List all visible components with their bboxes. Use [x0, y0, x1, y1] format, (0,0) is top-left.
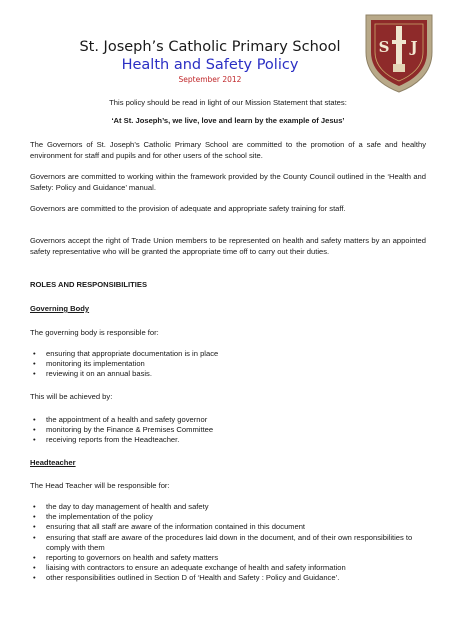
svg-text:S: S: [378, 38, 390, 56]
policy-title: Health and Safety Policy: [121, 57, 299, 73]
achieved-lead: This will be achieved by:: [30, 392, 113, 401]
crest-icon: [363, 12, 435, 94]
achieved-list: [30, 415, 426, 446]
list-item: • the day to day management of health and safety: [33, 502, 209, 511]
paragraph-framework: Governors are committed to working within the framework provided by the County Council outlined in the ‘Health and Safety: Policy and Guidance’ manual.: [30, 172, 426, 192]
list-item: • reporting to governors on health and safety matters: [33, 553, 219, 563]
list-item: • monitoring by the Finance & Premises Committee: [33, 425, 214, 435]
paragraph-trade-union: Governors accept the right of Trade Union members to be represented on health and safety matters by an appointed safety representative who will be granted the appropriate time off to carry out their duties.: [30, 236, 426, 256]
policy-date: September 2012: [178, 75, 242, 84]
title-block: [60, 38, 360, 85]
school-name: St. Joseph’s Catholic Primary School: [79, 39, 341, 55]
roles-heading: ROLES AND RESPONSIBILITIES: [30, 280, 148, 289]
list-item: • the implementation of the policy: [33, 512, 153, 522]
list-item: • ensuring that appropriate documentation is in place: [33, 349, 219, 358]
list-item: • reviewing it on an annual basis.: [33, 369, 152, 379]
list-item: • liaising with contractors to ensure an adequate exchange of health and safety information: [33, 563, 346, 573]
paragraph-commitment: The Governors of St. Joseph’s Catholic Primary School are committed to the promotion of a safe and healthy environment for staff and pupils and for other users of the school site.: [30, 140, 426, 160]
headteacher-list: [30, 502, 426, 584]
headteacher-lead: The Head Teacher will be responsible for:: [30, 481, 170, 490]
svg-text:J: J: [410, 38, 418, 56]
paragraph-training: Governors are committed to the provision of adequate and appropriate safety training for staff.: [30, 204, 346, 213]
list-item: • receiving reports from the Headteacher.: [33, 435, 180, 445]
mission-lead: This policy should be read in light of our Mission Statement that states:: [109, 98, 347, 107]
list-item: • ensuring that all staff are aware of the information contained in this document: [33, 522, 306, 532]
governing-body-lead: The governing body is responsible for:: [30, 328, 159, 337]
mission-quote: ‘At St. Joseph’s, we live, love and learn by the example of Jesus’: [111, 116, 345, 125]
list-item: • ensuring that staff are aware of the procedures laid down in the document, and of their own responsibilities to comply with them: [33, 532, 413, 552]
headteacher-heading: Headteacher: [30, 458, 76, 467]
list-item: • the appointment of a health and safety governor: [33, 415, 208, 424]
school-crest-logo: [363, 12, 435, 94]
list-item: • monitoring its implementation: [33, 359, 145, 369]
governing-body-heading: Governing Body: [30, 304, 90, 313]
list-item: • other responsibilities outlined in Section D of ‘Health and Safety : Policy and Guidance’.: [33, 573, 340, 583]
governing-body-list: [30, 349, 426, 380]
